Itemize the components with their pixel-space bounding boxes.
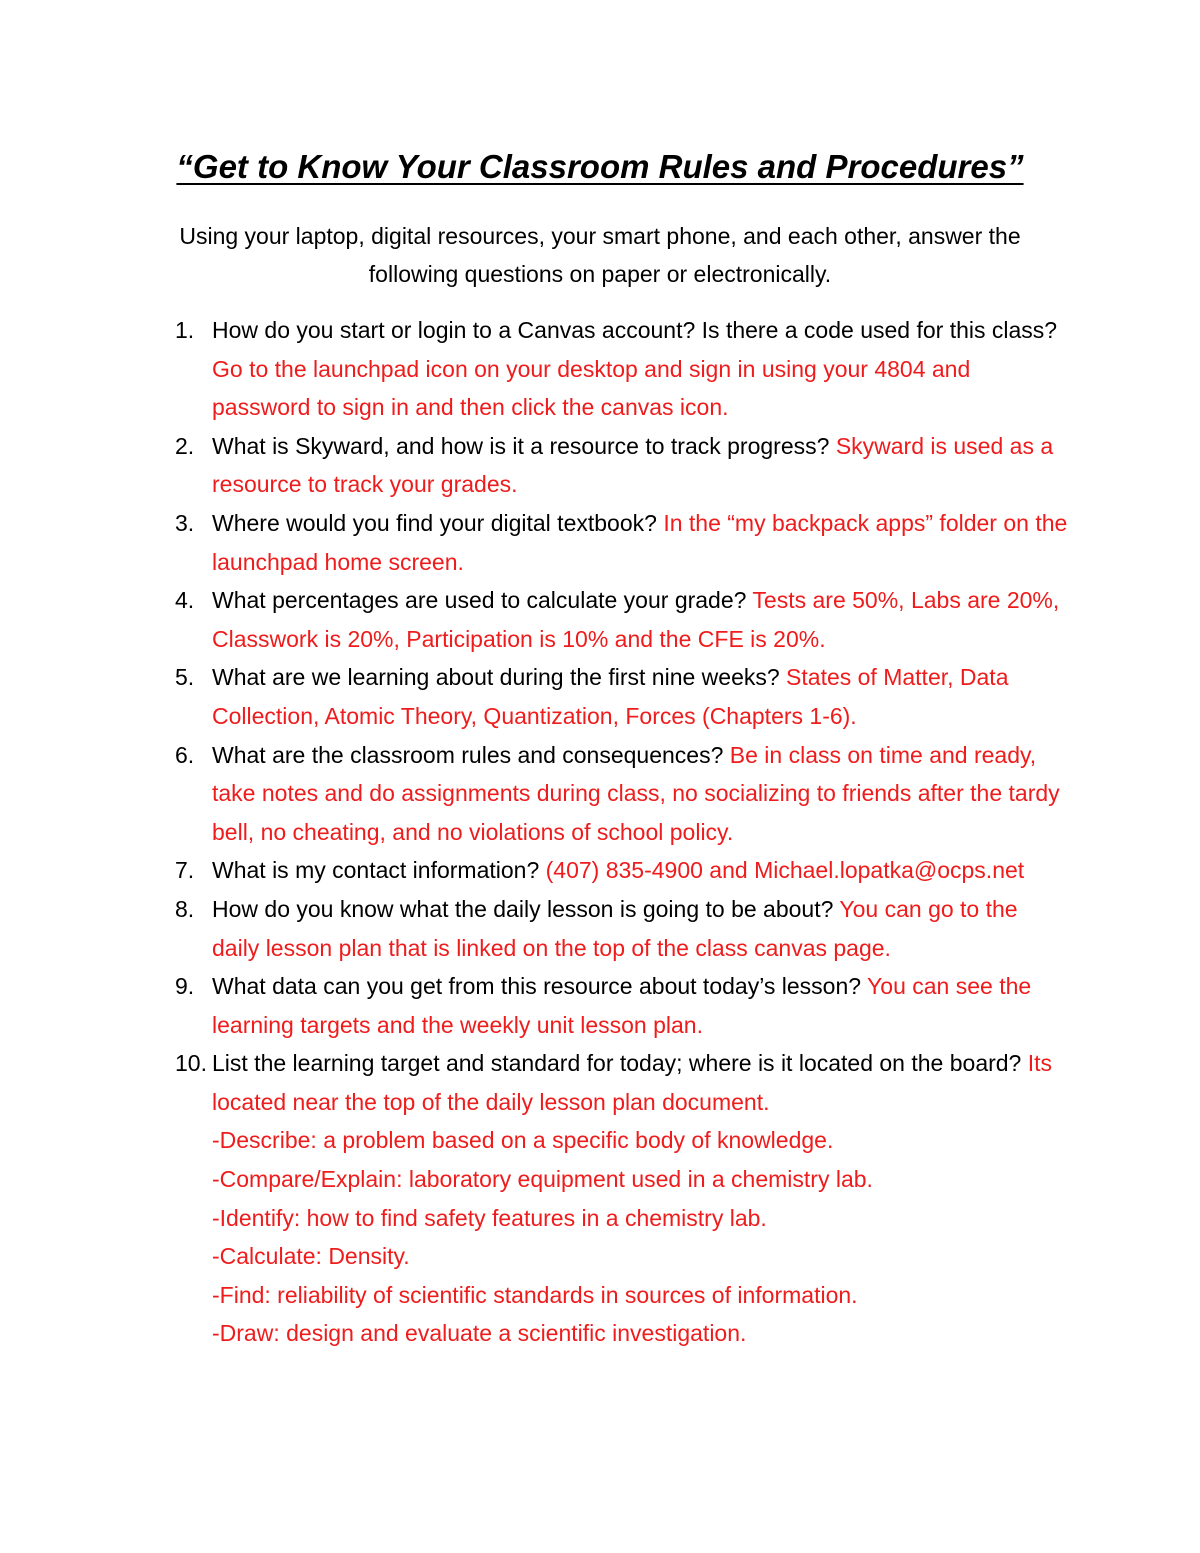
answer-text: You can go to the daily lesson plan that is linked on the top of the class canvas page. [212, 895, 1018, 961]
question-text: How do you start or login to a Canvas account? Is there a code used for this class? [212, 317, 1058, 343]
question-text: What data can you get from this resource about today’s lesson? [212, 973, 862, 1000]
answer-text: Be in class on time and ready, take notes and do assignments during class, no socializing to friends after the tardy bell, no cheating, and no violations of school policy. [212, 741, 1060, 845]
question-number: 8. [175, 895, 195, 922]
answer-text: (407) 835-4900 and Michael.lopatka@ocps.net [545, 857, 1025, 884]
question-text: List the learning target and standard for today; where is it located on the board? [212, 1050, 1022, 1077]
learning-target: -Identify: how to find safety features in a chemistry lab. [212, 1204, 767, 1231]
question-text: What are we learning about during the first nine weeks? [212, 664, 780, 691]
answer-text: Go to the launchpad icon on your desktop and sign in using your 4804 and password to sign in and then click the canvas icon. [212, 355, 971, 421]
question-item-10 [0, 1044, 1200, 1353]
question-text: Where would you find your digital textbook? [212, 509, 657, 536]
question-text: How do you know what the daily lesson is going to be about? [212, 895, 834, 922]
question-number: 5. [175, 664, 195, 691]
answer-text: You can see the learning targets and the weekly unit lesson plan. [212, 973, 1032, 1038]
question-number: 9. [175, 973, 195, 1000]
answer-text: Tests are 50%, Labs are 20%, Classwork is 20%, Participation is 10% and the CFE is 20%. [212, 587, 1060, 652]
question-item-7 [0, 851, 1200, 890]
learning-target: -Draw: design and evaluate a scientific investigation. [212, 1320, 747, 1347]
question-number: 6. [175, 741, 195, 768]
question-text: What is Skyward, and how is it a resource to track progress? [212, 432, 830, 459]
question-item-8 [0, 890, 1200, 967]
question-item-9 [0, 967, 1200, 1044]
question-text: What is my contact information? [212, 857, 540, 884]
question-item-2 [0, 427, 1200, 504]
question-item-4 [0, 581, 1200, 658]
question-text: What are the classroom rules and consequences? [212, 741, 724, 768]
page-title: “Get to Know Your Classroom Rules and Procedures” [176, 148, 1024, 185]
answer-text: In the “my backpack apps” folder on the launchpad home screen. [212, 509, 1068, 575]
intro-text: Using your laptop, digital resources, your smart phone, and each other, answer the following questions on paper or electronically. [179, 223, 1021, 287]
question-number: 7. [175, 857, 195, 884]
question-number: 2. [175, 432, 195, 459]
question-number: 4. [175, 587, 195, 614]
learning-target: -Calculate: Density. [212, 1243, 410, 1270]
learning-target: -Compare/Explain: laboratory equipment used in a chemistry lab. [212, 1166, 873, 1193]
question-item-6 [0, 736, 1200, 852]
question-item-1 [0, 311, 1200, 427]
question-text: What percentages are used to calculate your grade? [212, 587, 747, 614]
answer-text: Skyward is used as a resource to track your grades. [212, 432, 1054, 498]
learning-target: -Describe: a problem based on a specific body of knowledge. [212, 1127, 834, 1154]
answer-text: Its located near the top of the daily lesson plan document. [212, 1050, 1053, 1115]
question-number: 1. [175, 317, 195, 343]
question-item-3 [0, 504, 1200, 581]
question-item-5 [0, 658, 1200, 735]
question-list [0, 311, 1200, 1353]
answer-text: States of Matter, Data Collection, Atomic Theory, Quantization, Forces (Chapters 1-6). [212, 664, 1009, 729]
learning-target: -Find: reliability of scientific standards in sources of information. [212, 1281, 858, 1308]
question-number: 10. [175, 1050, 207, 1077]
question-number: 3. [175, 509, 195, 536]
